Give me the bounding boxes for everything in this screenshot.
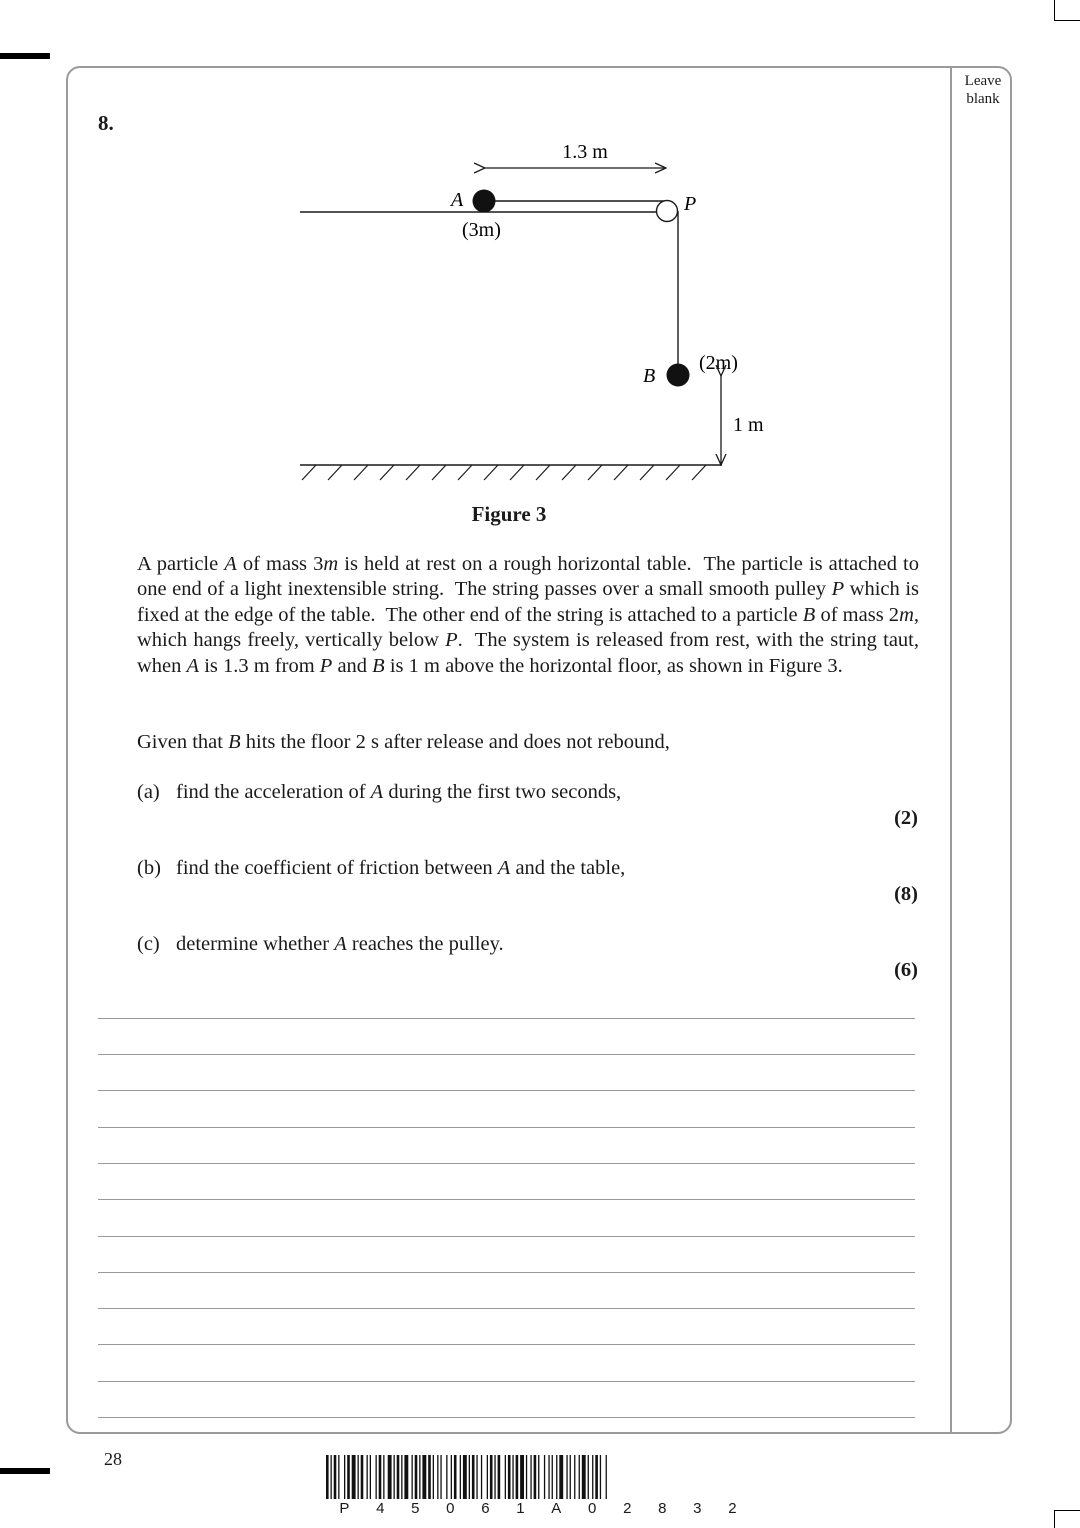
answer-line[interactable] (98, 1308, 915, 1309)
barcode-bar (538, 1455, 539, 1499)
pulley-diagram (0, 0, 1080, 500)
barcode-char: 0 (588, 1500, 597, 1517)
barcode-bar (516, 1455, 519, 1499)
barcode-bar (428, 1455, 431, 1499)
barcode-bar (433, 1455, 434, 1499)
barcode-bar (440, 1455, 441, 1499)
barcode-bar (520, 1455, 524, 1499)
barcode-bar (415, 1455, 418, 1499)
part-c-marks: (6) (894, 959, 918, 981)
barcode-bar (476, 1455, 477, 1499)
barcode-bar (463, 1455, 467, 1499)
part-a-marks: (2) (894, 807, 918, 829)
barcode-bar (570, 1455, 571, 1499)
label-b: B (643, 365, 656, 387)
part-b-label: (b) (137, 857, 161, 879)
question-stem: A particle A of mass 3m is held at rest on a rough horizontal table. The particle is attached to one end of a light inextensible string. The string passes over a small smooth pulley P which is fixed at the edge of the table. The other end of the string is attached to a particle B of mass 2m, which hangs freely, vertically below P. The system is released from rest, with the string taut, when A is 1.3 m from P and B is 1 m above the horizontal floor, as shown in Figure 3. (137, 553, 919, 677)
answer-line[interactable] (98, 1199, 915, 1200)
barcode-bar (508, 1455, 511, 1499)
barcode-bar (397, 1455, 400, 1499)
barcode-bar (556, 1455, 557, 1499)
label-a: A (451, 189, 464, 211)
distance-label: 1.3 m (562, 141, 608, 163)
given-statement: Given that B hits the floor 2 s after release and does not rebound, (137, 731, 670, 753)
barcode-bar (383, 1455, 384, 1499)
barcode-bar (600, 1455, 601, 1499)
barcode-bar (544, 1455, 545, 1499)
barcode-bar (437, 1455, 438, 1499)
barcode-bar (490, 1455, 493, 1499)
part-c (137, 933, 504, 956)
barcode-bar (367, 1455, 368, 1499)
barcode-bar (352, 1455, 356, 1499)
barcode-bar (460, 1455, 461, 1499)
barcode-bar (451, 1455, 452, 1499)
barcode (326, 1455, 750, 1499)
part-b (137, 857, 625, 880)
barcode-bar (334, 1455, 337, 1499)
part-a (137, 781, 621, 804)
barcode-bar (566, 1455, 567, 1499)
barcode-char: 2 (623, 1500, 632, 1517)
barcode-bar (412, 1455, 413, 1499)
barcode-text (326, 1500, 750, 1517)
answer-line[interactable] (98, 1054, 915, 1055)
barcode-bar (422, 1455, 426, 1499)
barcode-char: 4 (376, 1500, 385, 1517)
barcode-bar (505, 1455, 506, 1499)
barcode-bar (347, 1455, 350, 1499)
barcode-bar (404, 1455, 408, 1499)
particle-b (667, 364, 690, 387)
barcode-bar (559, 1455, 563, 1499)
barcode-bar (574, 1455, 575, 1499)
barcode-bar (419, 1455, 420, 1499)
barcode-char: 8 (658, 1500, 667, 1517)
answer-line[interactable] (98, 1417, 915, 1418)
barcode-char: P (339, 1500, 350, 1517)
crop-mark-bottom-left (0, 1468, 50, 1474)
mass-a-label: (3m) (462, 219, 501, 241)
answer-line[interactable] (98, 1272, 915, 1273)
barcode-bar (498, 1455, 501, 1499)
barcode-bar (376, 1455, 377, 1499)
pulley-p (657, 201, 678, 222)
barcode-bar (512, 1455, 513, 1499)
barcode-bar (446, 1455, 447, 1499)
barcode-bar (331, 1455, 332, 1499)
barcode-bar (582, 1455, 586, 1499)
barcode-bar (592, 1455, 593, 1499)
barcode-bar (530, 1455, 531, 1499)
barcode-bar (361, 1455, 364, 1499)
barcode-bar (454, 1455, 457, 1499)
barcode-bar (606, 1455, 607, 1499)
barcode-bar (358, 1455, 359, 1499)
label-p: P (684, 193, 697, 215)
part-c-text: determine whether A reaches the pulley. (176, 933, 504, 955)
crop-mark-bottom-right (1054, 1510, 1055, 1528)
answer-line[interactable] (98, 1236, 915, 1237)
part-c-label: (c) (137, 933, 160, 955)
height-label: 1 m (733, 414, 764, 436)
floor-hatching (302, 465, 706, 480)
answer-line[interactable] (98, 1018, 915, 1019)
page-number: 28 (104, 1449, 122, 1469)
barcode-bar (579, 1455, 580, 1499)
answer-line[interactable] (98, 1163, 915, 1164)
barcode-bar (344, 1455, 345, 1499)
barcode-bar (487, 1455, 488, 1499)
barcode-bar (534, 1455, 537, 1499)
barcode-bar (481, 1455, 482, 1499)
question-number: 8. (98, 111, 114, 135)
barcode-bar (552, 1455, 553, 1499)
barcode-char: 2 (728, 1500, 737, 1517)
barcode-char: 6 (481, 1500, 490, 1517)
mass-b-label: (2m) (699, 352, 738, 374)
barcode-bar (469, 1455, 470, 1499)
barcode-bar (526, 1455, 527, 1499)
barcode-char: A (551, 1500, 562, 1517)
part-b-text: find the coefficient of friction between A and the table, (176, 857, 626, 879)
barcode-bar (394, 1455, 395, 1499)
part-a-text: find the acceleration of A during the first two seconds, (176, 781, 622, 803)
barcode-bar (379, 1455, 382, 1499)
barcode-bar (494, 1455, 495, 1499)
barcode-bar (588, 1455, 589, 1499)
barcode-bar (388, 1455, 392, 1499)
barcode-bar (401, 1455, 402, 1499)
leave-blank-label: Leave blank (964, 73, 1002, 107)
barcode-bar (326, 1455, 329, 1499)
barcode-char: 5 (411, 1500, 420, 1517)
barcode-char: 0 (446, 1500, 455, 1517)
answer-line[interactable] (98, 1344, 915, 1345)
answer-line[interactable] (98, 1127, 915, 1128)
barcode-bar (370, 1455, 371, 1499)
particle-a (473, 190, 496, 213)
figure-caption: Figure 3 (471, 502, 547, 526)
part-b-marks: (8) (894, 883, 918, 905)
part-a-label: (a) (137, 781, 160, 803)
barcode-bar (338, 1455, 339, 1499)
barcode-bar (472, 1455, 475, 1499)
answer-line[interactable] (98, 1381, 915, 1382)
barcode-bar (548, 1455, 549, 1499)
barcode-bar (595, 1455, 598, 1499)
barcode-char: 1 (516, 1500, 525, 1517)
crop-mark-bottom-right-h (1054, 1510, 1080, 1511)
barcode-char: 3 (693, 1500, 702, 1517)
answer-line[interactable] (98, 1090, 915, 1091)
